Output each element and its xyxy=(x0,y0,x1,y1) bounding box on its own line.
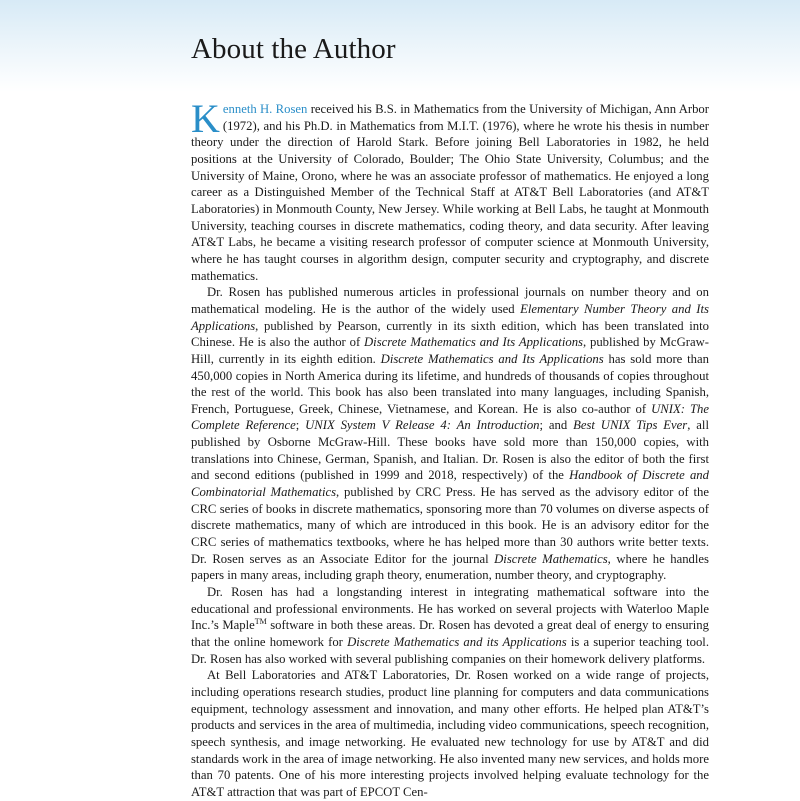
text-run: software in both these areas. Dr. Rosen has devoted a great deal of energy to ensuring that the online homework for xyxy=(191,618,709,649)
paragraph-2 xyxy=(191,284,709,584)
paragraph-1 xyxy=(191,96,709,284)
journal-title: Discrete Mathematics xyxy=(494,551,608,566)
trademark-mark: TM xyxy=(254,617,267,627)
text-run: has sold more than 450,000 copies in North America during its lifetime, and hundreds of thousands of copies throughout the rest of the world. This book has also been translated into many languages, including Spanish, French, Portuguese, Greek, Chinese, Vietnamese, and Korean. He is also co-author of xyxy=(191,351,709,416)
paragraph-text: received his B.S. in Mathematics from the University of Michigan, Ann Arbor (1972), and his Ph.D. in Mathematics from M.I.T. (1976), where he wrote his thesis in number theory under the direction of Harold Stark. Before joining Bell Laboratories in 1982, he held positions at the University of Colorado, Boulder; The Ohio State University, Columbus; and the University of Maine, Orono, where he was an associate professor of mathematics. He enjoyed a long career as a Distinguished Member of the Technical Staff at AT&T Bell Laboratories (and AT&T Laboratories) in Monmouth County, New Jersey. While working at Bell Labs, he taught at Monmouth University, teaching courses in discrete mathematics, coding theory, and data security. After leaving AT&T Labs, he became a visiting research professor of computer science at Monmouth University, where he has taught courses in algorithm design, computer security and cryptography, and discrete mathematics. xyxy=(191,102,709,283)
book-title: Best UNIX Tips Ever xyxy=(573,418,688,433)
text-run: ; and xyxy=(539,418,574,433)
paragraph-4 xyxy=(191,667,709,800)
text-run: Dr. Rosen has published numerous articles in professional journals on number theory and on mathematical modeling. He is the author of the widely used xyxy=(191,285,709,316)
text-run: , published by McGraw-Hill, currently in its eighth edition. xyxy=(191,335,709,366)
page-title: About the Author xyxy=(191,33,396,66)
drop-cap: K xyxy=(191,96,220,141)
text-run: , all published by Osborne McGraw-Hill. These books have sold more than 150,000 copies, with translations into Chinese, German, Spanish, and Italian. Dr. Rosen is also the editor of both the first and second editions (published in 1999 and 2018, respectively) of the xyxy=(191,418,709,483)
text-run: ; xyxy=(295,418,306,433)
author-name: enneth H. Rosen xyxy=(222,102,308,116)
paragraph-3 xyxy=(191,584,709,667)
book-title: Handbook of Discrete and Combinatorial Mathematics xyxy=(191,468,709,500)
text-run: , published by Pearson, currently in its sixth edition, which has been translated into Chinese. He is also the author of xyxy=(191,318,709,350)
paragraph-text: At Bell Laboratories and AT&T Laboratories, Dr. Rosen worked on a wide range of projects, including operations research studies, product line planning for computers and data communications equipment, technology assessment and innovation, and many other efforts. He helped plan AT&T’s products and services in the area of multimedia, including video communications, speech recognition, speech synthesis, and image networking. He evaluated new technology for use by AT&T and did standards work in the area of image networking. He also invented many new services, and holds more than 70 patents. One of his more interesting projects involved helping evaluate technology for the AT&T attraction that was part of EPCOT Cen- xyxy=(191,668,709,799)
book-title: Discrete Mathematics and Its Applications xyxy=(364,335,583,350)
book-title: Elementary Number Theory and Its Applications xyxy=(191,301,709,333)
header-band xyxy=(0,0,800,92)
book-title: Discrete Mathematics and Its Applications xyxy=(380,351,604,366)
text-run: , where he handles papers in many areas, including graph theory, enumeration, number theory, and cryptography. xyxy=(191,551,709,583)
text-run: , published by CRC Press. He has served as the advisory editor of the CRC series of books in discrete mathematics, sponsoring more than 70 volumes on diverse aspects of discrete mathematics, many of which are introduced in this book. He is an advisory editor for the CRC series of mathematics textbooks, where he has helped more than 30 authors write better texts. Dr. Rosen serves as an Associate Editor for the journal xyxy=(191,485,709,566)
text-run: Dr. Rosen has had a longstanding interest in integrating mathematical software into the educational and professional environments. He has worked on several projects with Waterloo Maple Inc.’s Maple xyxy=(191,585,709,633)
book-title: Discrete Mathematics and its Applications xyxy=(347,635,567,649)
text-run: is a superior teaching tool. Dr. Rosen has also worked with several publishing companies on their homework delivery platforms. xyxy=(191,635,709,666)
book-title: UNIX System V Release 4: An Introduction xyxy=(305,418,540,433)
body-text xyxy=(191,96,709,801)
book-title: UNIX: The Complete Reference xyxy=(191,401,709,433)
